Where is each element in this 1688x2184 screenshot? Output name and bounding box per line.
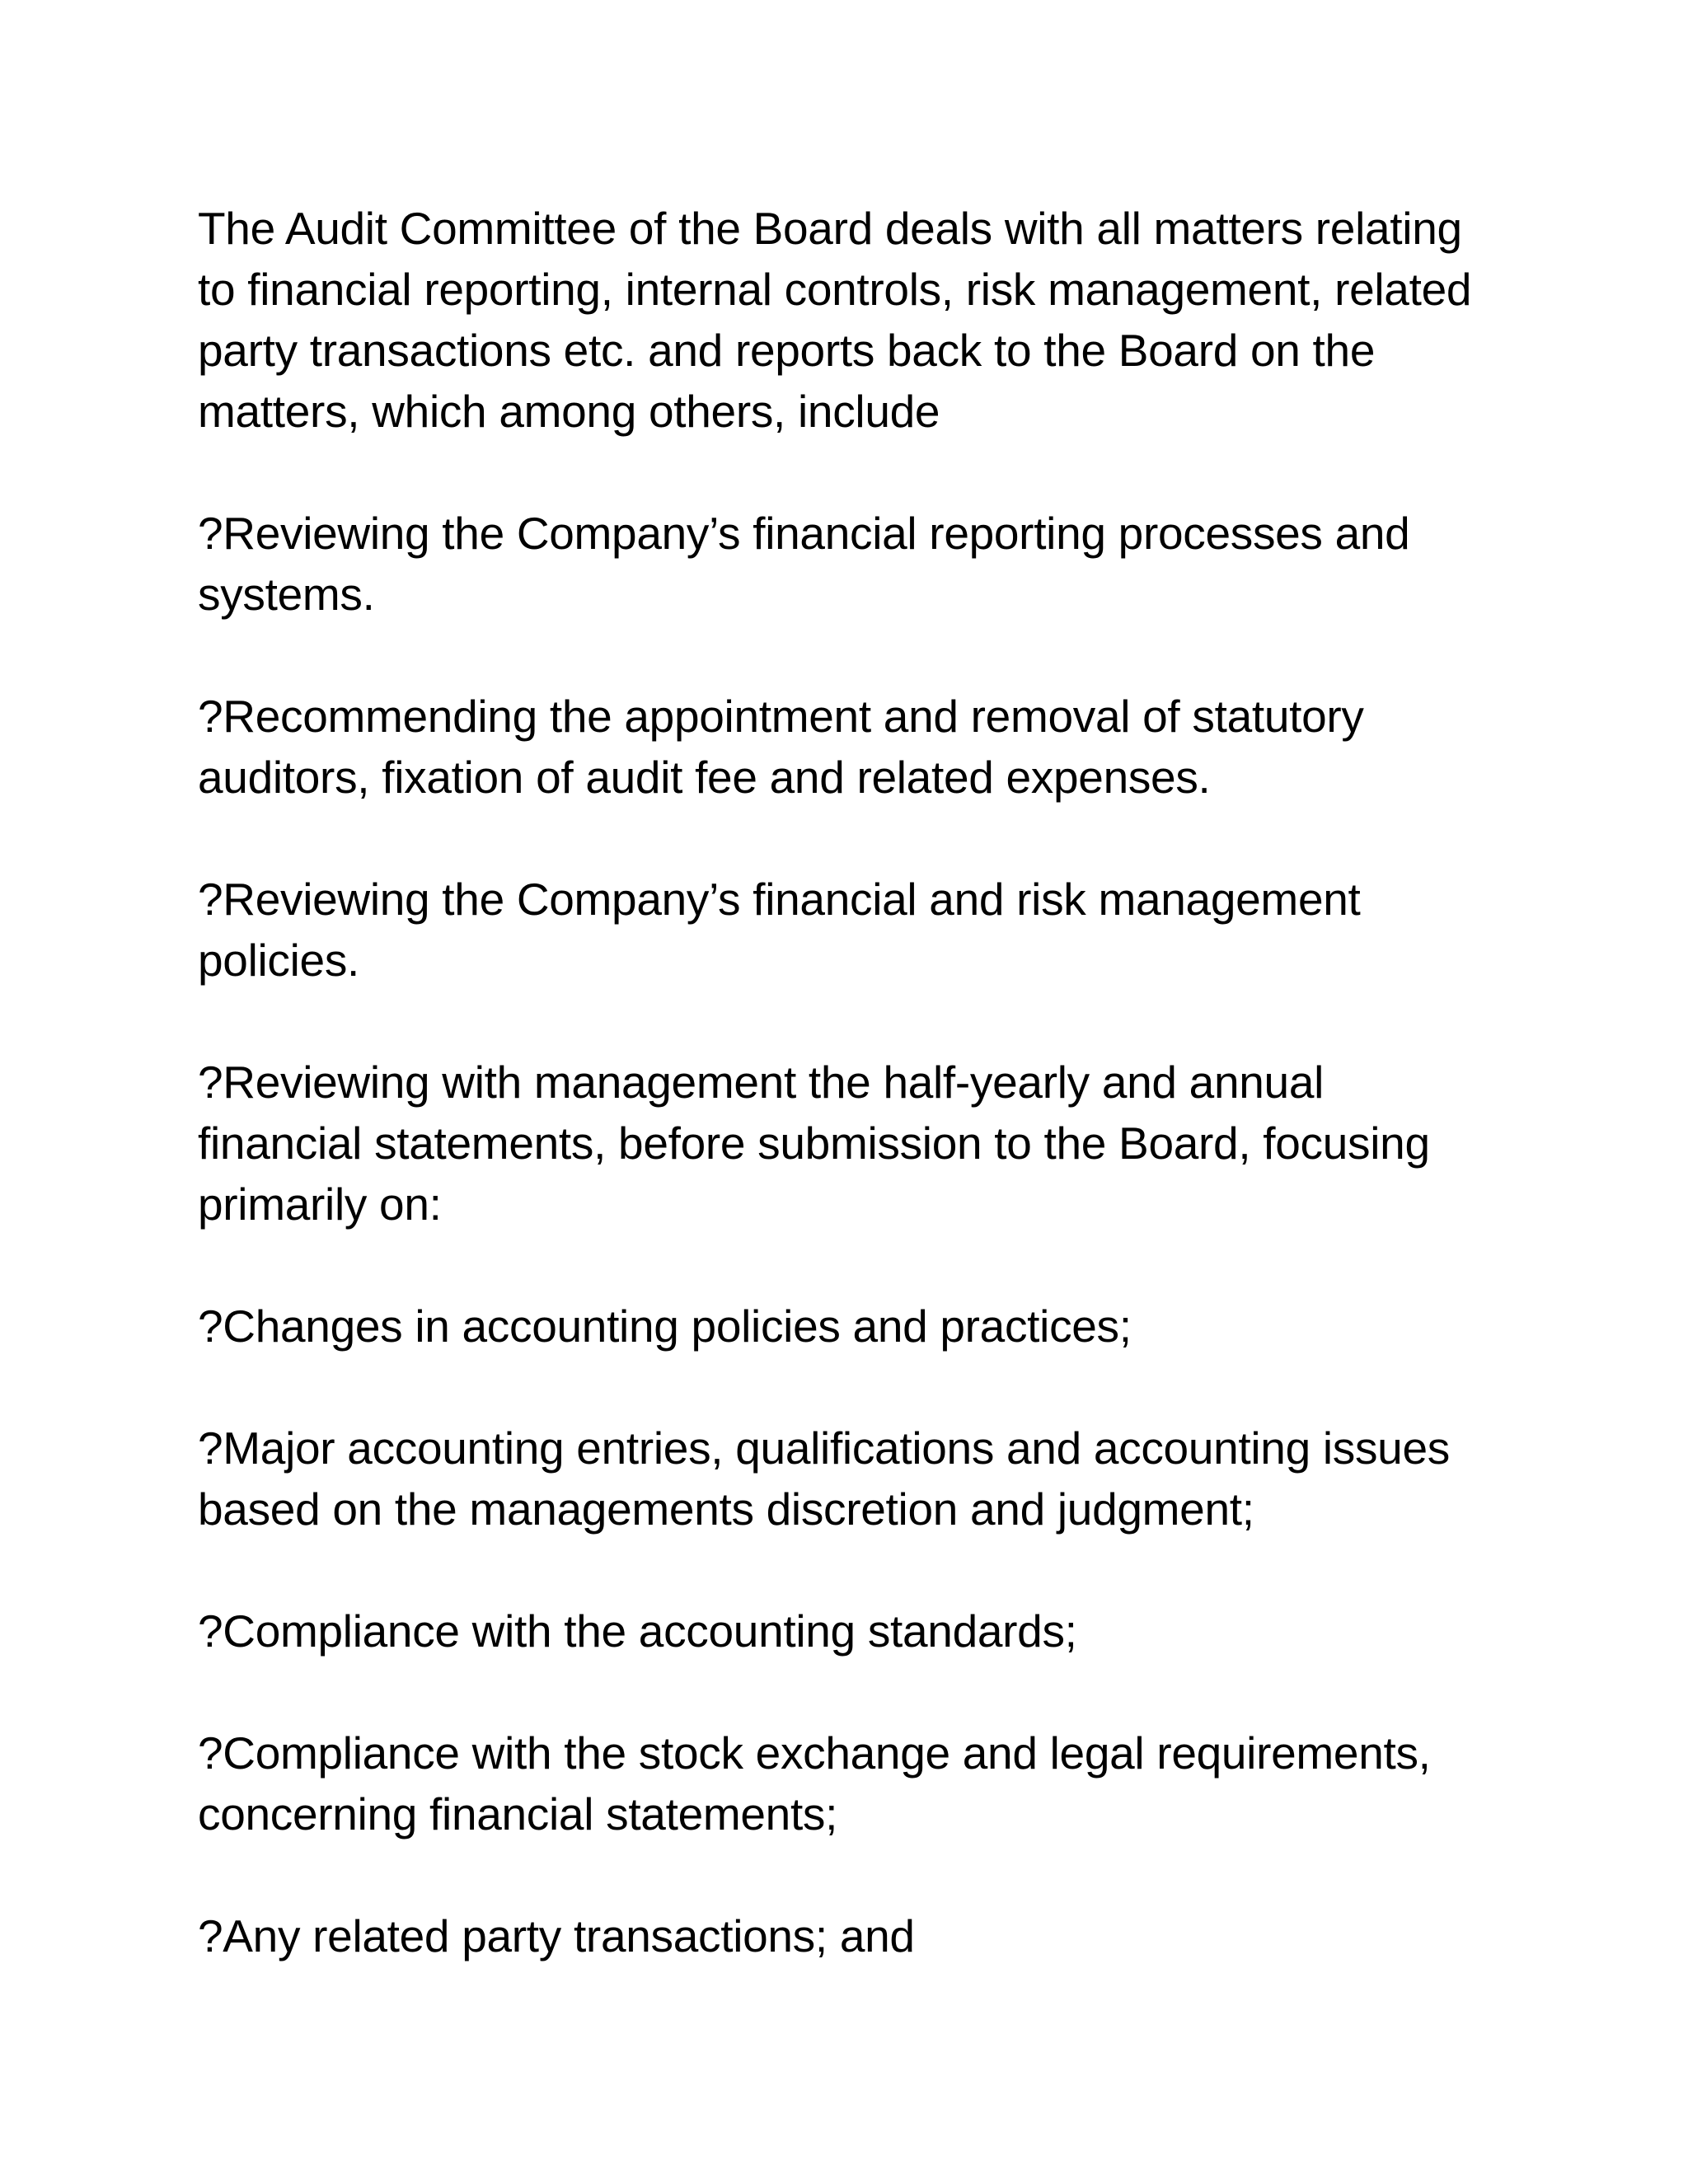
intro-paragraph: The Audit Committee of the Board deals with all matters relating to financial reporting, internal controls, risk management, related party transactions etc. and reports back to the Board on the matters, which among others, include [198,203,1472,437]
paragraph-spacer [198,1540,1500,1601]
paragraph-spacer [198,442,1500,503]
list-item: ?Any related party transactions; and [198,1910,915,1961]
paragraph-spacer [198,1357,1500,1418]
paragraph-spacer [198,808,1500,869]
paragraph-spacer [198,1661,1500,1722]
list-item: ?Reviewing with management the half-yearly and annual financial statements, before submission to the Board, focusing primarily on: [198,1057,1430,1230]
paragraph-spacer [198,1235,1500,1296]
list-item: ?Compliance with the accounting standards; [198,1605,1077,1657]
paragraph-spacer [198,625,1500,686]
paragraph-spacer [198,991,1500,1052]
list-item: ?Reviewing the Company’s financial reporting processes and systems. [198,508,1410,620]
list-item: ?Reviewing the Company’s financial and risk management policies. [198,874,1361,986]
list-item: ?Recommending the appointment and removal of statutory auditors, fixation of audit fee and related expenses. [198,691,1364,803]
list-item: ?Changes in accounting policies and practices; [198,1301,1132,1352]
document-body [198,198,1500,1966]
list-item: ?Major accounting entries, qualifications and accounting issues based on the managements discretion and judgment; [198,1422,1450,1535]
paragraph-spacer [198,1844,1500,1905]
list-item: ?Compliance with the stock exchange and legal requirements, concerning financial statements; [198,1727,1431,1840]
